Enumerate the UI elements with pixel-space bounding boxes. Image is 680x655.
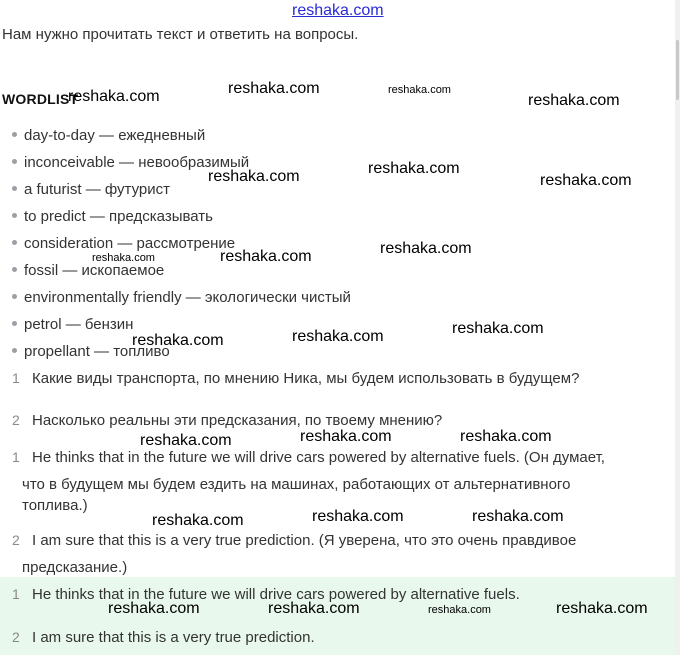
watermark: reshaka.com: [300, 428, 392, 445]
watermark: reshaka.com: [292, 328, 384, 345]
wordlist-heading: WORDLIST: [2, 91, 79, 107]
question-1: 1 Какие виды транспорта, по мнению Ника, мы будем использовать в будущем?: [12, 370, 580, 387]
watermark: reshaka.com: [388, 84, 451, 96]
answer-final-1: 1 He thinks that in the future we will drive cars powered by alternative fuels.: [12, 586, 520, 603]
watermark: reshaka.com: [132, 332, 224, 349]
wordlist-item: environmentally friendly — экологически чистый: [12, 289, 351, 306]
wordlist-item: consideration — рассмотрение: [12, 235, 235, 252]
answer-final-2: 2 I am sure that this is a very true prediction.: [12, 629, 315, 646]
watermark: reshaka.com: [220, 248, 312, 265]
watermark: reshaka.com: [312, 508, 404, 525]
bullet-icon: [12, 132, 17, 137]
watermark: reshaka.com: [268, 600, 360, 617]
intro-text: Нам нужно прочитать текст и ответить на вопросы.: [2, 26, 359, 43]
answer-translated-1-line2: что в будущем мы будем ездить на машинах, работающих от альтернативного: [22, 476, 571, 493]
watermark: reshaka.com: [528, 92, 620, 109]
answer-translated-2-line2: предсказание.): [22, 559, 128, 576]
watermark: reshaka.com: [540, 172, 632, 189]
wordlist-item: a futurist — футурист: [12, 181, 170, 198]
answer-translated-1: 1 He thinks that in the future we will drive cars powered by alternative fuels. (Он думает,: [12, 449, 605, 466]
bullet-icon: [12, 321, 17, 326]
watermark: reshaka.com: [472, 508, 564, 525]
watermark-top-link[interactable]: reshaka.com: [292, 2, 384, 19]
bullet-icon: [12, 159, 17, 164]
bullet-icon: [12, 267, 17, 272]
wordlist-item: fossil — ископаемое: [12, 262, 164, 279]
bullet-icon: [12, 240, 17, 245]
bullet-icon: [12, 213, 17, 218]
wordlist-item: petrol — бензин: [12, 316, 133, 333]
answer-translated-1-line3: топлива.): [22, 497, 88, 514]
wordlist-item: inconceivable — невообразимый: [12, 154, 249, 171]
watermark: reshaka.com: [460, 428, 552, 445]
bullet-icon: [12, 186, 17, 191]
scrollbar-thumb[interactable]: [676, 40, 679, 100]
watermark: reshaka.com: [152, 512, 244, 529]
watermark: reshaka.com: [92, 252, 155, 264]
bullet-icon: [12, 348, 17, 353]
watermark: reshaka.com: [428, 604, 491, 616]
wordlist-item: day-to-day — ежедневный: [12, 127, 205, 144]
wordlist-item: propellant — топливо: [12, 343, 170, 360]
answer-translated-2: 2 I am sure that this is a very true prediction. (Я уверена, что это очень правдивое: [12, 532, 577, 549]
bullet-icon: [12, 294, 17, 299]
watermark: reshaka.com: [380, 240, 472, 257]
watermark: reshaka.com: [68, 88, 160, 105]
watermark: reshaka.com: [140, 432, 232, 449]
watermark: reshaka.com: [208, 168, 300, 185]
watermark: reshaka.com: [368, 160, 460, 177]
watermark: reshaka.com: [108, 600, 200, 617]
question-2: 2 Насколько реальны эти предсказания, по твоему мнению?: [12, 412, 443, 429]
watermark: reshaka.com: [228, 80, 320, 97]
wordlist-item: to predict — предсказывать: [12, 208, 213, 225]
watermark: reshaka.com: [452, 320, 544, 337]
watermark: reshaka.com: [556, 600, 648, 617]
